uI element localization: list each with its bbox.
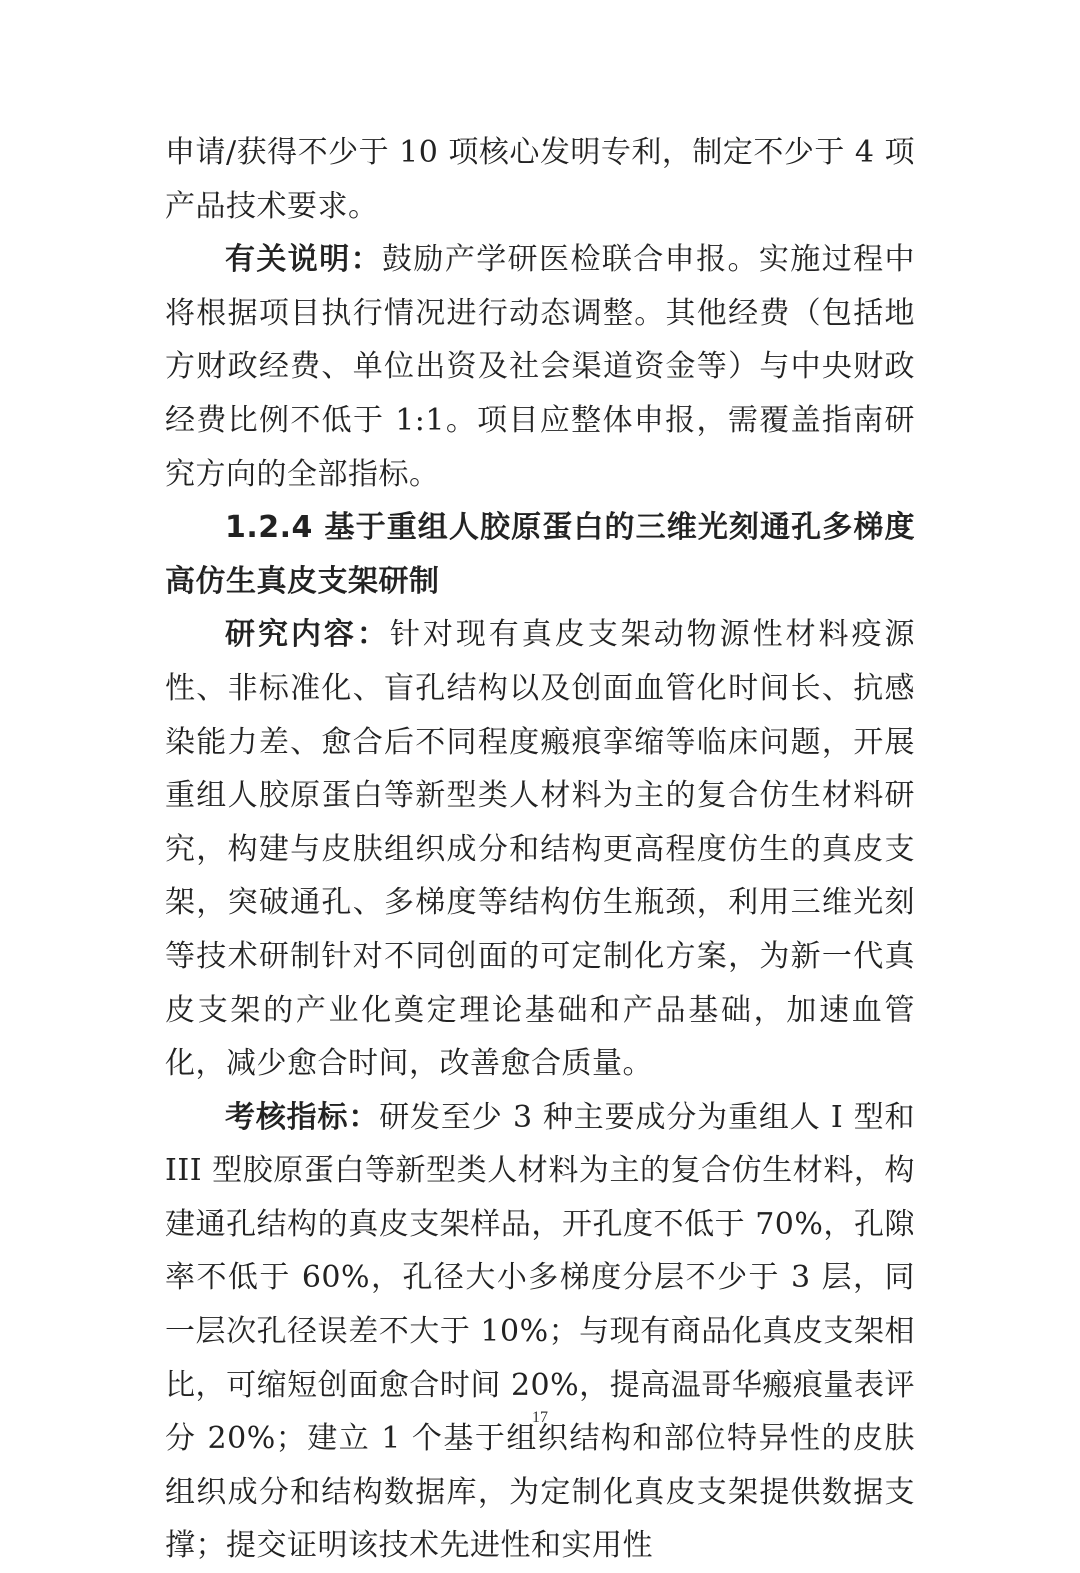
page-number: 17 (532, 1409, 548, 1426)
research-content-label: 研究内容： (225, 617, 390, 653)
paragraph-continued: 申请/获得不少于 10 项核心发明专利，制定不少于 4 项产品技术要求。 (165, 135, 916, 224)
research-content-text: 针对现有真皮支架动物源性材料疫源性、非标准化、盲孔结构以及创面血管化时间长、抗感染能力差、愈合后不同程度瘢痕挛缩等临床问题，开展重组人胶原蛋白等新型类人材料为主的复合仿生材料研究，构建与皮肤组织成分和结构更高程度仿生的真皮支架，突破通孔、多梯度等结构仿生瓶颈，利用三维光刻等技术研制针对不同创面的可定制化方案，为新一代真皮支架的产业化奠定理论基础和产品基础，加速血管化，减少愈合时间，改善愈合质量。 (165, 617, 915, 1082)
assessment-label: 考核指标： (225, 1099, 380, 1135)
notes-label: 有关说明： (225, 242, 383, 278)
notes-text: 鼓励产学研医检联合申报。实施过程中将根据项目执行情况进行动态调整。其他经费（包括地方财政经费、单位出资及社会渠道资金等）与中央财政经费比例不低于 1:1。项目应整体申报，需覆盖指南研究方向的全部指标。 (165, 242, 916, 492)
paragraph-notes (165, 233, 915, 501)
body-text (165, 126, 915, 1573)
assessment-text: 研发至少 3 种主要成分为重组人 I 型和 III 型胶原蛋白等新型类人材料为主的复合仿生材料，构建通孔结构的真皮支架样品，开孔度不低于 70%，孔隙率不低于 60%，孔径大小多梯度分层不少于 3 层，同一层次孔径误差不大于 10%；与现有商品化真皮支架相比，可缩短创面愈合时间 20%，提高温哥华瘢痕量表评分 20%；建立 1 个基于组织结构和部位特异性的皮肤组织成分和结构数据库，为定制化真皮支架提供数据支撑；提交证明该技术先进性和实用性 (165, 1099, 915, 1564)
section-heading: 1.2.4 基于重组人胶原蛋白的三维光刻通孔多梯度高仿生真皮支架研制 (165, 510, 915, 599)
paragraph-assessment (165, 1091, 915, 1573)
paragraph-research-content (165, 608, 915, 1090)
